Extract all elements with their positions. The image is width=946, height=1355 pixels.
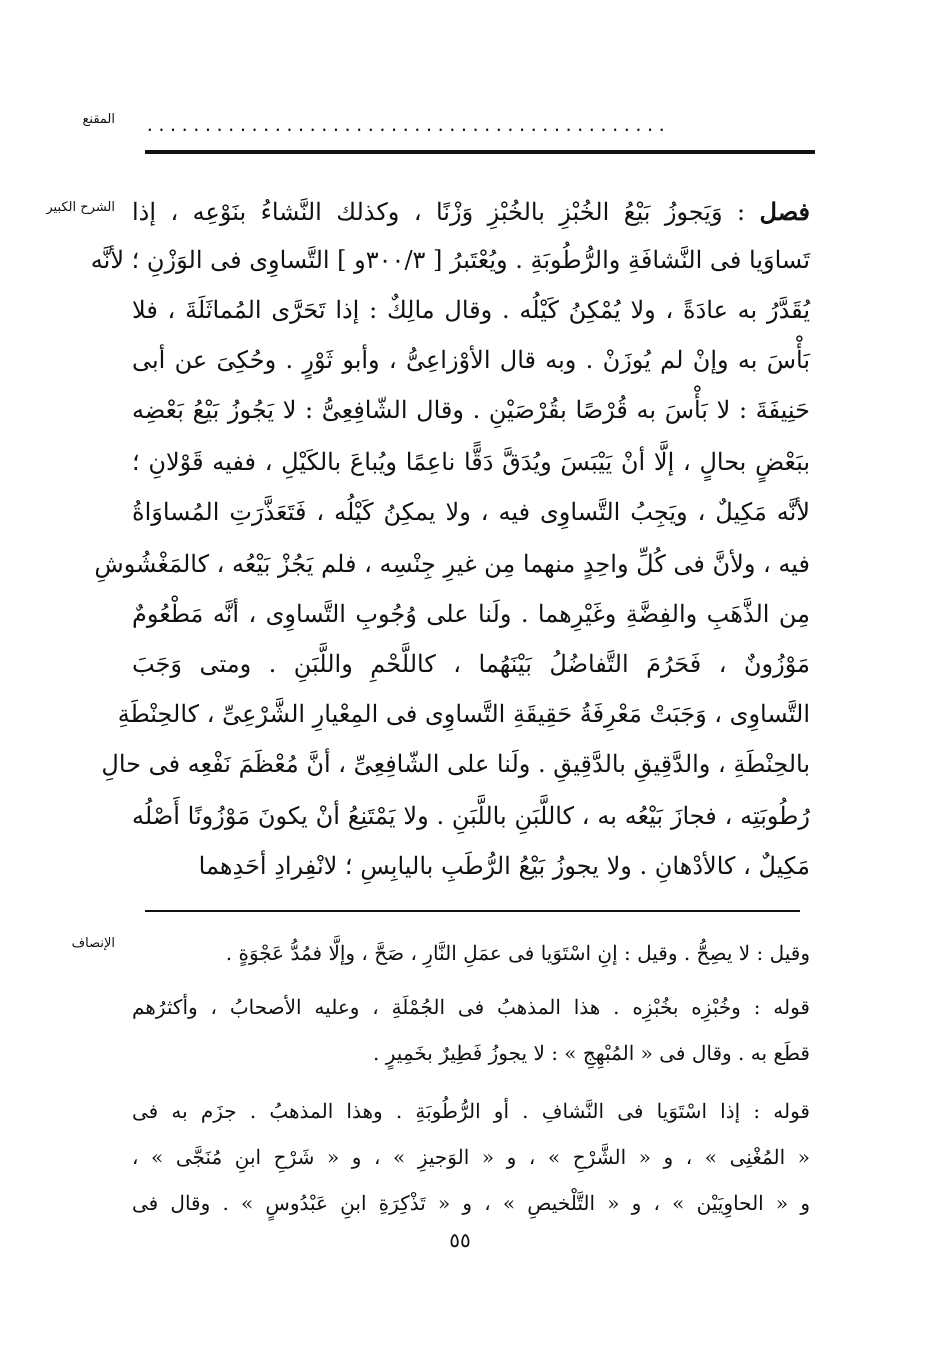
footnote-line: و « الحاوِيَيْن » ، و « التَّلْخيصِ » ، و « تَذْكِرَةِ ابنِ عَبْدُوسٍ » . وقال فى [132, 1191, 810, 1215]
margin-label-sharh: الشرح الكبير [46, 200, 115, 215]
footnote-line: وقيل : لا يصِحُّ . وقيل : إنِ اسْتَوَيا فى عمَلِ النَّارِ ، صَحَّ ، وإلَّا فمُدُّ عَجْوَةٍ . [225, 941, 810, 965]
main-line: لأنَّه مَكِيلٌ ، ويَجِبُ التَّساوِى فيه ، ولا يمكِنُ كَيْلُه ، فَتَعَذَّرَتِ المُساوَاةُ [132, 498, 810, 526]
main-line: فيه ، ولأنَّ فى كُلِّ واحِدٍ منهما مِن غيرِ جِنْسِه ، فلم يَجُزْ بَيْعُه ، كالمَغْشُوشِ [94, 550, 810, 578]
main-line [132, 192, 810, 232]
main-line: يُقَدَّرُ به عادَةً ، ولا يُمْكِنُ كَيْلُه . وقال مالِكٌ : إذا تَحَرَّى المُماثَلَةَ ، فلا [132, 296, 810, 324]
margin-label-insaf: الإنصاف [71, 936, 115, 951]
main-line: التَّساوِى ، وَجَبَتْ مَعْرِفَةُ حَقِيقَةِ التَّساوِى فى المِعْيارِ الشَّرْعِىِّ ، كالحِنْطَةِ [117, 700, 810, 728]
footnote-line: قوله : وخُبْزِه بخُبْزِه . هذا المذهبُ فى الجُمْلَةِ ، وعليه الأصحابُ ، وأكثرُهم [132, 995, 810, 1019]
running-title: المقنع [82, 112, 115, 127]
main-line: مَوْزُونٌ ، فَحَرُمَ التَّفاضُلُ بَيْنَهُما ، كاللَّحْمِ واللَّبَنِ . ومتى وَجَبَ [132, 650, 810, 678]
main-line: مَكِيلٌ ، كالأدْهانِ . ولا يجوزُ بَيْعُ الرُّطَبِ باليابِسِ ؛ لانْفِرادِ أحَدِهما [198, 852, 810, 880]
footnote-line: قطَع به . وقال فى « المُبْهِجِ » : لا يجوزُ فَطِيرٌ بخَمِيرٍ . [373, 1041, 810, 1065]
main-line: تَساوَيا فى النَّشافَةِ والرُّطُوبَةِ . ويُعْتَبرُ [ ٣٠٠/٣و ] التَّساوِى فى الوَزْنِ ؛ لأنَّه [90, 246, 810, 274]
dotted-leader: ............................................. [145, 116, 669, 135]
main-line: مِن الذَّهَبِ والفِضَّةِ وغَيْرِهما . ولَنا على وُجُوبِ التَّساوِى ، أنَّه مَطْعُومٌ [132, 600, 810, 628]
main-line: حَنِيفَةَ : لا بَأْسَ به قُرْصًا بقُرْصَيْنِ . وقال الشّافِعِىُّ : لا يَجُوزُ بَيْعُ بَعْضِه [132, 396, 810, 424]
main-line: رُطُوبَتِه ، فجازَ بَيْعُه به ، كاللَّبَنِ باللَّبَنِ . ولا يَمْتَنِعُ أنْ يكونَ مَوْزُونًا أَصْلُه [132, 802, 810, 830]
main-line: بالحِنْطَةِ ، والدَّقِيقِ بالدَّقِيقِ . ولَنا على الشّافِعِىِّ ، أنَّ مُعْظَمَ نَفْعِه فى حالِ [101, 750, 810, 778]
footnote-line: قوله : إذا اسْتَوَيا فى النَّشافِ . أو الرُّطُوبَةِ . وهذا المذهبُ . جزَم به فى [132, 1099, 810, 1123]
main-line: بَأْسَ به وإنْ لم يُوزَنْ . وبه قال الأوْزاعِىُّ ، وأبو ثَوْرٍ . وحُكِىَ عن أبى [132, 346, 811, 374]
section-keyword: فصل [759, 197, 810, 226]
main-line-text: : وَيَجوزُ بَيْعُ الخُبْزِ بالخُبْزِ وَزْنًا ، وكذلك النَّشاءُ بنَوْعِه ، إذا [132, 198, 746, 226]
main-line: ببَعْضٍ بحالٍ ، إلَّا أنْ يَيْبَسَ ويُدَقَّ دَقًّا ناعِمًا ويُباعَ بالكَيْلِ ، ففيه قَوْلانِ ؛ [132, 448, 810, 476]
footnote-separator [145, 910, 800, 912]
footnote-line: « المُغْنِى » ، و « الشَّرْحِ » ، و « الوَجيزِ » ، و « شَرْحِ ابنِ مُنَجَّى » ، [132, 1145, 810, 1169]
page-number: ٥٥ [449, 1228, 471, 1252]
header-rule [145, 150, 815, 154]
